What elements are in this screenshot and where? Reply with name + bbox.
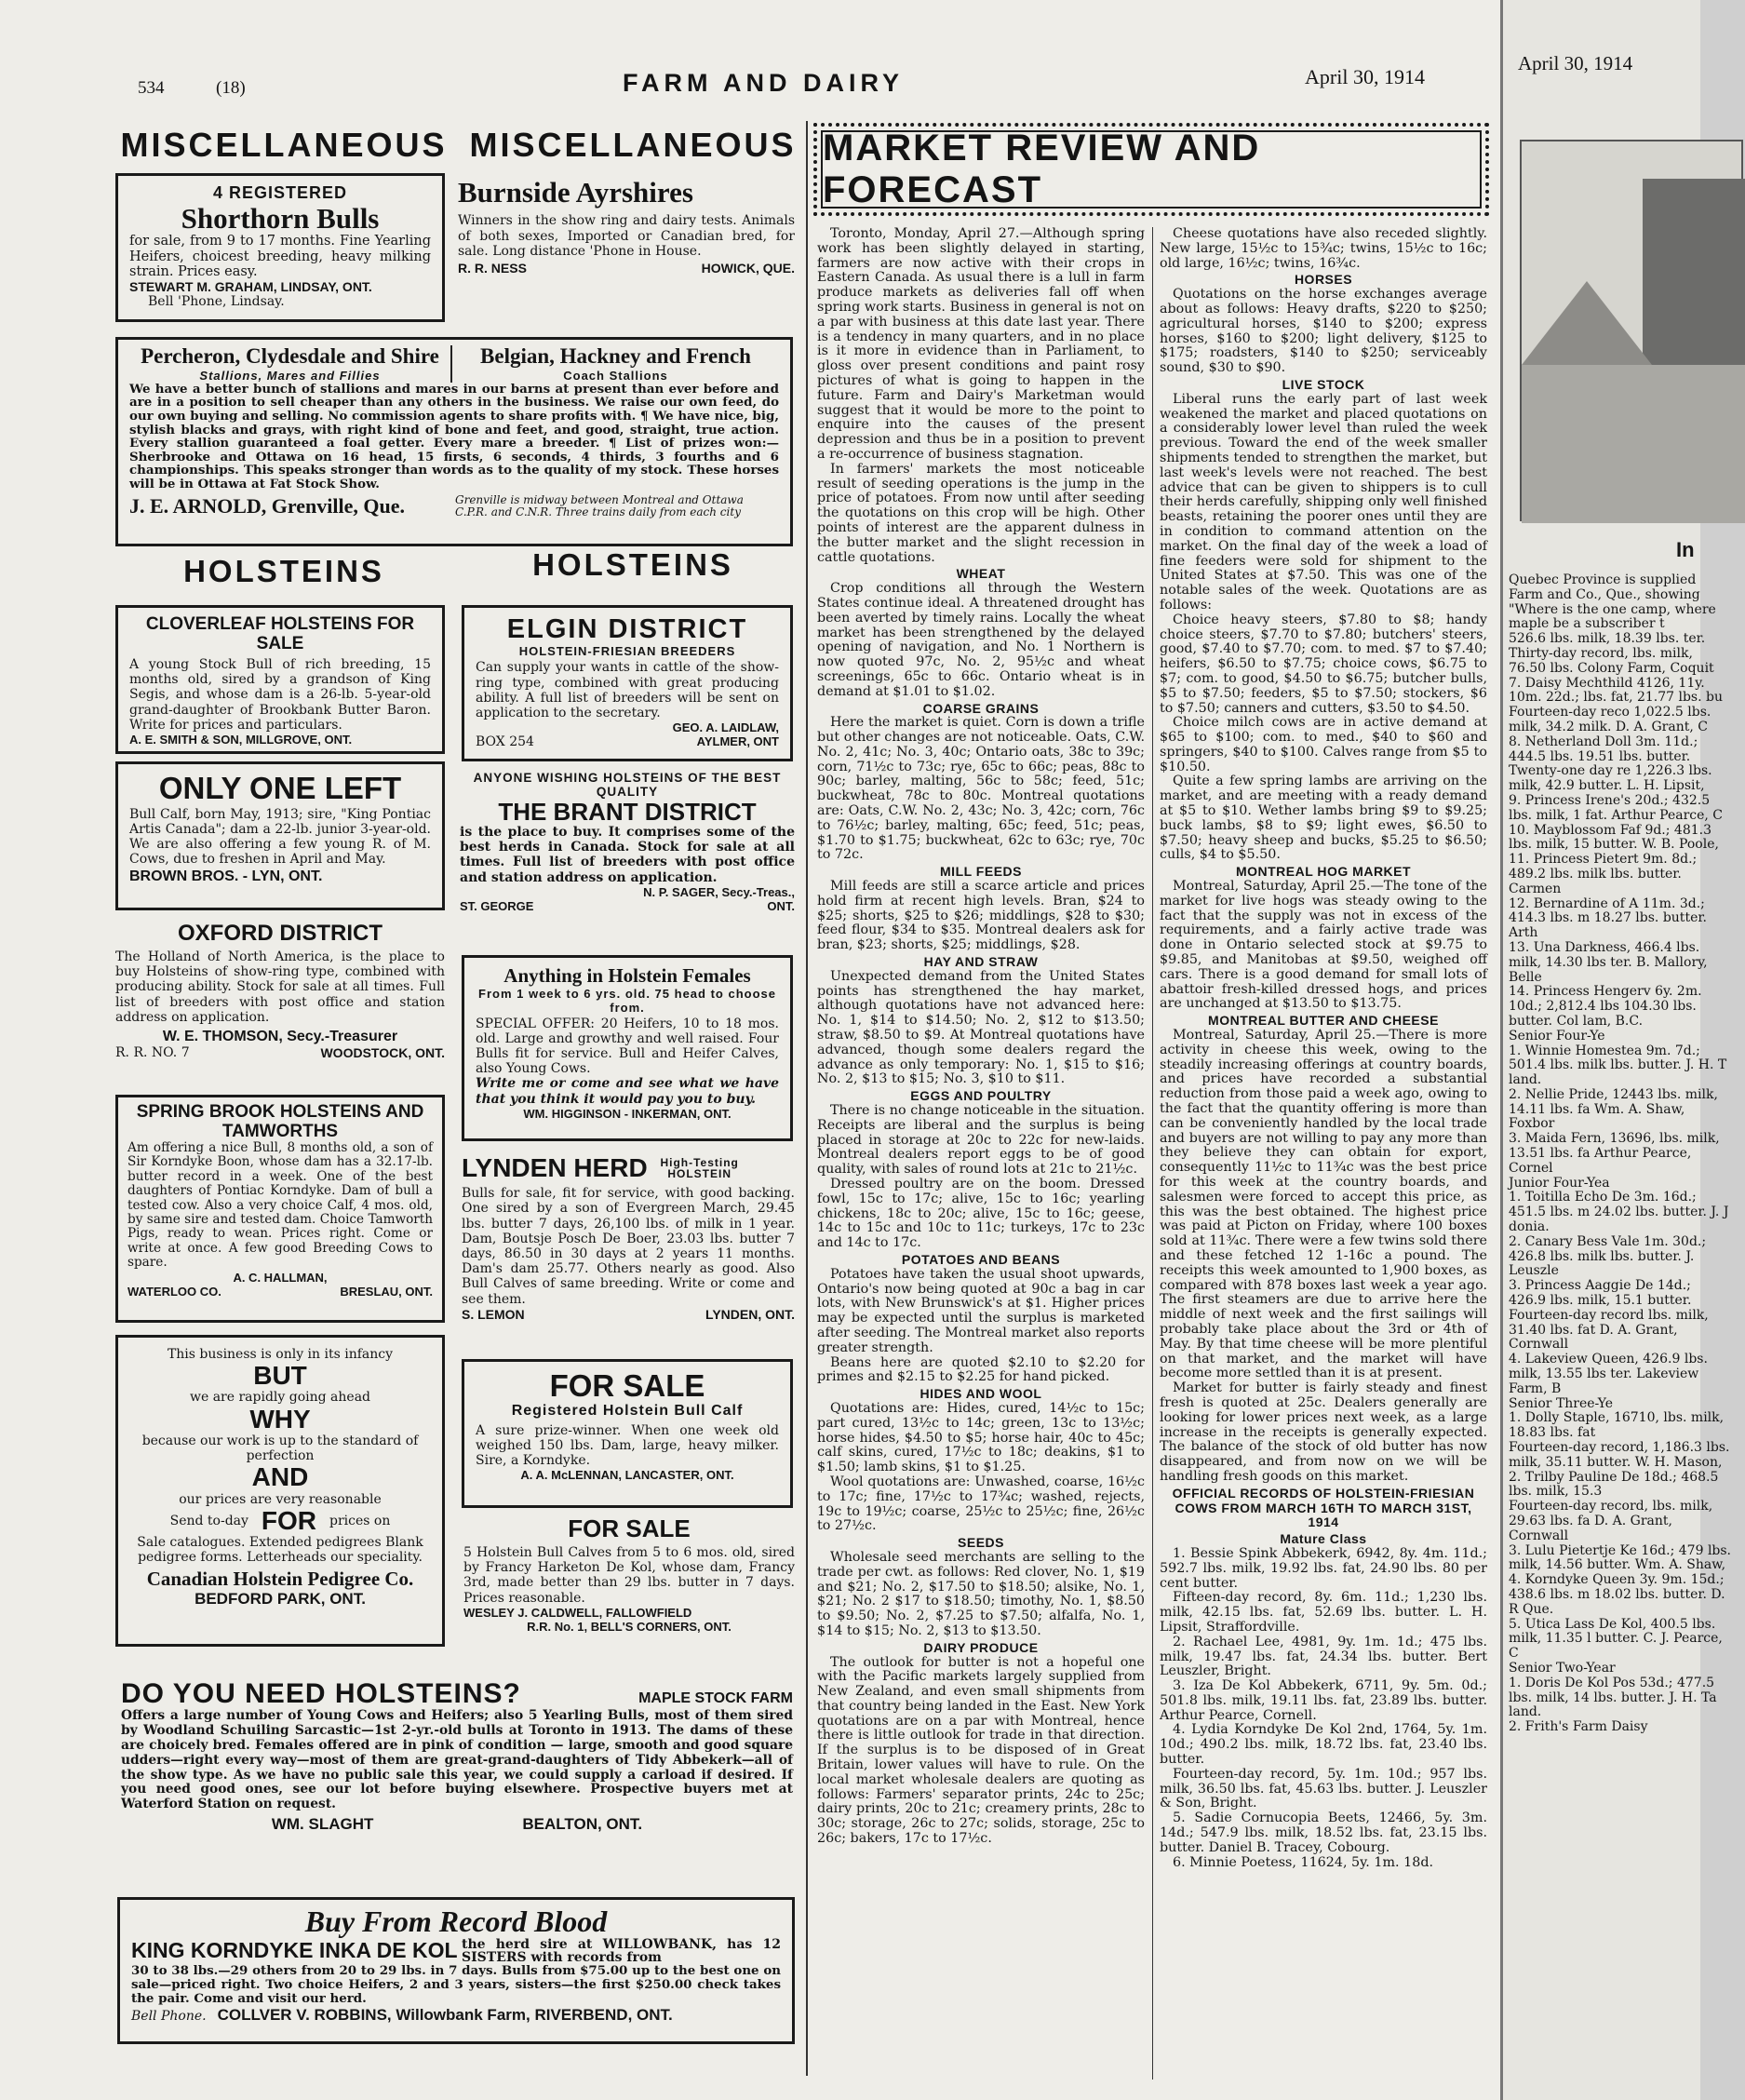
ad-tagline: High-Testing HOLSTEIN xyxy=(660,1156,739,1181)
adjacent-text: Quebec Province is supplied Farm and Co., Que., showing "Where is the one camp, where maple be a subscriber t 526.6 lbs. milk, 18.39 lbs. ter. Thirty-day record, lbs. milk, 76.50 lbs. Colony Farm, Coquit 7. Daisy Mechthild 4126, 11y. 10m. 22d.; lbs. fat, 21.77 lbs. bu Fourteen-day reco 1,022.5 lbs. milk, 34.2 milk. D. A. Grant, C 8. Netherland Doll 3m. 11d.; 444.5 lbs. 19.51 lbs. butter. Twenty-one day re 1,226.3 lbs. milk, 42.9 butter. L. H. Lipsit, 9. Princess Irene's 20d.; 432.5 lbs. milk, 1 fat. Arthur Pearce, C 10. Mayblossom Faf 9d.; 481.3 lbs. milk, 15 butter. W. B. Poole, 11. Princess Pietert 9m. 8d.; 489.2 lbs. milk lbs. butter. Carmen 12. Bernardine of A 11m. 3d.; 414.3 lbs. m 18.27 lbs. butter. Arth 13. Una Darkness, 466.4 lbs. milk, 14.30 lbs ter. B. Mallory, Belle 14. Princess Hengerv 6y. 2m. 10d.; 2,812.4 lbs 104.30 lbs. butter. Col lam, B.C. Senior Four-Ye 1. Winnie Homestea 9m. 7d.; 501.4 lbs. milk lbs. butter. J. H. T land. 2. Nellie Pride, 12443 lbs. milk, 14.11 lbs. fa Wm. A. Shaw, Foxbor 3. Maida Fern, 13696, lbs. milk, 13.51 lbs. fa Arthur Pearce, Cornel Junior Four-Yea 1. Toitilla Echo De 3m. 16d.; 451.5 lbs. m 24.02 lbs. butter. J. J donia. 2. Canary Bess Vale 1m. 30d.; 426.8 lbs. milk lbs. butter. J. Leuszle 3. Princess Aaggie De 14d.; 426.9 lbs. milk, 15.1 butter. Fourteen-day record lbs. milk, 31.40 lbs. fat D. A. Grant, Cornwall 4. Lakeview Queen, 426.9 lbs. milk, 13.55 lbs ter. Lakeview Farm, B Senior Three-Ye 1. Dolly Staple, 16710, lbs. milk, 18.83 lbs. fat Fourteen-day record, 1,186.3 lbs. milk, 35.11 butter. W. H. Mason, 2. Trilby Pauline De 18d.; 468.5 lbs. milk, 15.3 Fourteen-day record, lbs. milk, 29.63 lbs. fa D. A. Grant, Cornwall 3. Lulu Pietertje Ke 16d.; 479 lbs. milk, 14.56 butter. Wm. A. Shaw, 4. Korndyke Queen 3y. 9m. 15d.; 438.6 lbs. m 18.02 lbs. butter. D. R Que. 5. Utica Lass De Kol, 400.5 lbs. milk, 11.35 l butter. C. J. Pearce, C Senior Two-Year 1. Doris De Kol Pos 53d.; 477.5 lbs. milk, 14 lbs. butter. J. H. Ta land. 2. Frith's Farm Daisy xyxy=(1509,572,1732,1735)
market-paragraph: Fourteen-day record, 5y. 1m. 10d.; 957 lbs. milk, 36.50 lbs. fat, 45.63 lbs. butter. J. Leuszler & Son, Bright. xyxy=(1160,1766,1487,1811)
market-paragraph: Quite a few spring lambs are arriving on the market, and are meeting with a ready demand at $5 to $10. Wether lambs bring $9 to $9.25; buck lambs, $8 to $9; light ewes, $6.50 to $7.50; heavy sheep and bucks, $5.25 to $6.50; culls, $4 to $5.50. xyxy=(1160,774,1487,863)
section-misc-left: MISCELLANEOUS xyxy=(120,126,448,164)
ad-body: Offers a large number of Young Cows and Heifers; also 5 Yearling Bulls, most of them sired by Woodland Schuiling Sarcastic—1st 2-yr.-old bulls at Toronto in 1913. The dams of these are choicely bred. Females offered are in pink of condition — large, smooth and good square udders—right every way—most of them are great-grand-daughters of Tidy Abbekerk—all of the show type. As we have no public sale this year, we could supply a carload if desired. If you need good ones, see our lot before buying elsewhere. Prospective buyers met at Waterford Station on request. xyxy=(121,1708,793,1812)
ad-holstein-females xyxy=(462,955,793,1141)
market-paragraph: Unexpected demand from the United States points has strengthened the hay market, although quotations have not advanced here: No. 1, $14 to $14.50; No. 2, $12 to $13.50; straw, $8.50 to $9. At Montreal quotations have advanced, though some dealers regard the advance as only temporary: No. 1, $15 to $16; No. 2, $13 to $15; No. 3, $10 to $11. xyxy=(817,968,1145,1087)
ad-title-right: Belgian, Hackney and French xyxy=(480,344,751,368)
ad-prices-on: prices on xyxy=(329,1513,391,1528)
ad-body: for sale, from 9 to 17 months. Fine Yearling Heifers, choicest breeding, heavy milking strain. Prices easy. xyxy=(129,234,431,279)
market-subheading: POTATOES AND BEANS xyxy=(901,1251,1061,1267)
market-column-2 xyxy=(1160,227,1487,2080)
ad-signature: A. C. HALLMAN, xyxy=(233,1270,328,1285)
market-subheading: COARSE GRAINS xyxy=(922,700,1040,716)
market-paragraph: Toronto, Monday, April 27.—Although spring work has been slightly delayed in starting, farmers are now active with their crops in Eastern Canada. As usual there is a lull in farm produce markets as deliveries fall off when spring work starts. Business in general is not on a par with business at this date last year. There is a tendency in many quarters, and in no place is it more in evidence than in Parliament, to gloss over present conditions and paint rosy pictures of what is going to happen in the future. Farm and Dairy's Marketman would suggest that it would be more to the point to enquire into the causes of the present depression and thus be in a position to prevent a re-occurrence of business stagnation. xyxy=(817,226,1145,462)
market-paragraph: 1. Bessie Spink Abbekerk, 6942, 8y. 4m. 11d.; 592.7 lbs. milk, 19.92 lbs. fat, 24.90 lbs. 80 per cent butter. xyxy=(1160,1545,1487,1591)
ad-word-but: BUT xyxy=(253,1361,307,1391)
ad-footer-right: WOODSTOCK, ONT. xyxy=(320,1044,445,1060)
ad-signature-name: WM. SLAGHT xyxy=(271,1814,374,1833)
ad-body: A young Stock Bull of rich breeding, 15 months old, sired by a grandson of King Segis, and whose dam is a 26-lb. 5-year-old grand-daughter of Brookbank Butter Baron. Write for prices and particulars. xyxy=(129,657,431,733)
market-subheading: MONTREAL HOG MARKET xyxy=(1235,864,1412,880)
market-paragraph: Potatoes have taken the usual shoot upwards, Ontario's now being quoted at 90c a bag in car lots, with New Brunswick's at $1. Higher prices may be expected until the surplus is marketed after seeding. The Montreal market also reports greater strength. xyxy=(817,1266,1145,1355)
ad-line-5: Sale catalogues. Extended pedigrees Blank pedigree forms. Letterheads our speciality. xyxy=(137,1534,423,1566)
ad-body: SPECIAL OFFER: 20 Heifers, 10 to 18 mos. old. Large and growthy and well raised. Four Bulls fit for service. Bull and Heifer Calves, also Young Cows. xyxy=(476,1016,779,1077)
ad-for-sale-bull-calf xyxy=(462,1359,793,1508)
market-paragraph: Montreal, Saturday, April 25.—There is more activity in cheese this week, owing to the steadily increasing offerings at country boards, and prices have recorded a substantial reduction from those paid a week ago, owing to the fact that the quantity offering is more than can be conveniently handled by the local trade and buyers are not willing to pay any more than they believe they can obtain for export, consequently 11½c to 11¾c was the best price for this week at the country boards, and salesmen were forced to accept this price, as this was the best obtained. The highest price was paid at Picton on Friday, where 100 boxes sold at 11¾c. There were a few twins sold there and these fetched 12 1-16c a pound. The receipts this week amounted to 1,900 boxes, as compared with 878 boxes last week a year ago. The first steamers are due to arrive here the middle of next week and the first sailings will probably take place about the 3rd or 4th of May. By that time cheese will be more plentiful on that market, and the market will have become more settled than it is at present. xyxy=(1160,1028,1487,1381)
ad-body: Can supply your wants in cattle of the show-ring type, combined with great producing ability. A full list of breeders will be sent on application to the secretary. xyxy=(476,660,779,720)
market-paragraph: Choice milch cows are in active demand at $65 to $100; com. to med., $40 to $60 and springers, $40 to $100. Calves range from $5 to $10.50. xyxy=(1160,715,1487,774)
ad-shorthorn-bulls xyxy=(115,173,445,322)
market-paragraph: 6. Minnie Poetess, 11624, 5y. 1m. 18d. xyxy=(1173,1854,1434,1870)
ad-subtitle: HOLSTEIN-FRIESIAN BREEDERS xyxy=(518,644,736,659)
section-misc-right: MISCELLANEOUS xyxy=(469,126,797,164)
ad-burnside-ayrshires xyxy=(458,177,795,316)
ad-title: Buy From Record Blood xyxy=(304,1905,608,1938)
ad-elgin-district xyxy=(462,605,793,761)
ad-line-4: our prices are very reasonable xyxy=(179,1491,382,1507)
ad-footer-left: BOX 254 xyxy=(476,734,534,750)
ad-bull-name: KING KORNDYKE INKA DE KOL xyxy=(131,1938,458,1963)
ad-record-blood xyxy=(117,1897,795,2044)
market-paragraph: Liberal runs the early part of last week weakened the market and placed quotations on a considerably lower level than ruled the week previous. Toward the end of the week smaller shipments tended to strengthen the market, but last week's levels were not reached. The best advice that can be given to shippers is to cull their herds carefully, shipping only well finished beasts, retaining the poorer ones until they are in condition to command attention on the market. On the final day of the week a load of fine feeders were sold for shipment to the United States at $7.50. This was one of the notable sales of the week. Quotations are as follows: xyxy=(1160,391,1487,612)
ad-subtitle: Registered Holstein Bull Calf xyxy=(511,1402,744,1419)
ad-signature: WESLEY J. CALDWELL, FALLOWFIELD xyxy=(463,1605,692,1620)
ad-title: FOR SALE xyxy=(549,1368,705,1403)
ad-signature: N. P. SAGER, Secy.-Treas., xyxy=(643,884,795,899)
ad-only-one-left xyxy=(115,761,445,910)
market-paragraph: In farmers' markets the most noticeable result of seeding operations is the jump in the price of potatoes. From now until after seeding the quotations on this crop will be high. Other points of interest are the apparent dulness in the butter market and the slight recession in cattle quotations. xyxy=(817,461,1145,565)
ad-kicker: 4 REGISTERED xyxy=(212,183,348,202)
market-subheading: HAY AND STRAW xyxy=(923,954,1039,970)
ad-subtitle-right: Coach Stallions xyxy=(563,368,668,383)
ad-canadian-holstein-pedigree xyxy=(115,1335,445,1647)
ad-side-note: the herd sire at WILLOWBANK, has 12 SISTERS with records from xyxy=(462,1936,781,1965)
ad-line-2: we are rapidly going ahead xyxy=(189,1390,371,1406)
ad-maple-stock-farm xyxy=(121,1679,793,1858)
ad-send-today: Send to-day xyxy=(169,1513,248,1528)
market-paragraph: Dressed poultry are on the boom. Dressed fowl, 15c to 17c; alive, 15c to 16c; yearling chickens, 18c to 20c; alive, 15c to 16c; geese, 14c to 15c and 10c to 11c; turkeys, 17c to 23c and 14c to 17c. xyxy=(817,1177,1145,1251)
market-subheading: HORSES xyxy=(1294,272,1353,288)
ad-title-left: Percheron, Clydesdale and Shire xyxy=(141,344,439,368)
ad-footer-right: BRESLAU, ONT. xyxy=(340,1284,433,1299)
ad-subtitle: From 1 week to 6 yrs. old. 75 head to choose from. xyxy=(478,986,776,1015)
ad-signature: A. A. McLENNAN, LANCASTER, ONT. xyxy=(520,1468,734,1483)
market-paragraph: Wholesale seed merchants are selling to the trade per cwt. as follows: Red clover, No. 1, $19 and $21; No. 2, $17.50 to $18.50; alsike, No. 1, $21; No. 2 $17 to $18.50; timothy, No. 1, $8.50 to $9.50; No. 2, $7.25 to $7.50; alfalfa, No. 1, $14 to $15; No. 2, $13 to $13.50. xyxy=(817,1549,1145,1638)
ad-footer: R.R. No. 1, BELL'S CORNERS, ONT. xyxy=(527,1619,732,1634)
ad-lynden-herd xyxy=(462,1154,795,1340)
ad-signature: Canadian Holstein Pedigree Co. xyxy=(146,1568,414,1591)
ad-brant-district xyxy=(460,771,795,924)
ad-signature: STEWART M. GRAHAM, LINDSAY, ONT. xyxy=(129,279,372,295)
ad-body: Winners in the show ring and dairy tests. Animals of both sexes, Imported or Canadian bred, for sale. Long distance 'Phone in House. xyxy=(458,213,795,259)
market-paragraph: The outlook for butter is not a hopeful one with the Pacific markets largely supplied from New Zealand, and even small shipments from that country being landed in the East. New York quotations are on a par with Montreal, hence there is little outlook for trade in that direction. If the surplus is to be disposed of in Great Britain, lower values will have to rule. On the local market wholesale dealers are quoting as follows: Farmers' separator prints, 24c to 25c; dairy prints, 20c to 21c; creamery prints, 28c to 30c; storage, 26c to 27c; solids, storage, 25c to 26c; bakers, 17c to 17½c. xyxy=(817,1654,1145,1847)
ad-title: DO YOU NEED HOLSTEINS? xyxy=(121,1678,521,1709)
ad-line-3: because our work is up to the standard of perfection xyxy=(141,1433,419,1464)
ad-farm-name: MAPLE STOCK FARM xyxy=(638,1690,793,1706)
market-subheading: Mature Class xyxy=(1280,1531,1367,1547)
ad-body: We have a better bunch of stallions and mares in our barns at present than ever before and are in a position to sell cheaper than any others in the business. We raise our own feed, do our own buying and selling. No commission agents to share profits with. ¶ We have nice, big, stylish blacks and grays, with right kind of bone and feet, and good, straight, true action. Every stallion guaranteed a foal getter. Every mare a breeder. ¶ List of prizes won:—Sherbrooke and Ottawa on 16 head, 15 firsts, 6 seconds, 4 thirds, 3 fourths and 6 championships. This speaks stronger than words as to the quality of my stock. These horses will be in Ottawa at Fat Stock Show. xyxy=(129,381,779,491)
ad-body: 30 to 38 lbs.—29 others from 20 to 29 lbs. in 7 days. Bulls from $75.00 up to the best one on sale—priced right. Two choice Heifers, 2 and 3 years, sisters—the first $250.00 check takes the pair. Come and visit our herd. xyxy=(131,1962,781,2006)
market-paragraph: Wool quotations are: Unwashed, coarse, 16½c to 17c; fine, 17½c to 17¾c; washed, rejects, 19c to 19½c; coarse, 25½c to 25½c; fine, 26½c to 27½c. xyxy=(817,1474,1145,1534)
ad-line-1: This business is only in its infancy xyxy=(167,1347,394,1362)
adjacent-photo xyxy=(1520,140,1743,521)
ad-body: Bull Calf, born May, 1913; sire, "King Pontiac Artis Canada"; dam a 22-lb. junior 3-year-old. We are also offering a few young R. of M. Cows, due to freshen in April and May. xyxy=(129,806,431,868)
market-subheading: MONTREAL BUTTER AND CHEESE xyxy=(1208,1013,1439,1029)
ad-footer: Bell 'Phone, Lindsay. xyxy=(148,294,285,310)
ad-body: Bulls for sale, fit for service, with good backing. One sired by a son of Evergreen March, 29.45 lbs. butter 7 days, 26,100 lbs. of milk in 1 year. Dam, Boutsje Posch De Boer, 23.03 lbs. butter 7 days, 86.50 in 30 days at 2 years 11 months. Dam's dam 25.77. Others nearly as good. Also Bull Calves of same breeding. Write or come and see them. xyxy=(462,1186,795,1307)
market-paragraph: Quotations on the horse exchanges average about as follows: Heavy drafts, $220 to $250; agricultural horses, $140 to $200; express horses, $160 to $200; light delivery, $125 to $175; roadsters, $140 to $250; serviceably sound, $30 to $90. xyxy=(1160,287,1487,376)
market-paragraph: There is no change noticeable in the situation. Receipts are liberal and the surplus is being placed in storage at 20c to 22c for new-laids. Montreal dealers report eggs to be of good quality, with sales of round lots at 21c to 21½c. xyxy=(817,1103,1145,1178)
ad-signature: BROWN BROS. - LYN, ONT. xyxy=(129,868,323,885)
market-paragraph: Beans here are quoted $2.10 to $2.20 for primes and $2.15 to $2.25 for hand picked. xyxy=(817,1354,1145,1385)
market-subheading: OFFICIAL RECORDS OF HOLSTEIN-FRIESIAN COWS FROM MARCH 16TH TO MARCH 31ST, 1914 xyxy=(1172,1485,1475,1530)
ad-for-sale-bull-calves xyxy=(463,1515,795,1655)
ad-body: Am offering a nice Bull, 8 months old, a son of Sir Korndyke Boon, whose dam has a 32.17-lb. butter record in a week. One of the best daughters of Pontiac Korndyke. Dam of bull a tested cow. Also a very choice Calf, 4 mos. old, by same sire and tested dam. Choice Tamworth Pigs, ready to wean. Prices right. Come or write at once. A few good Breeding Cows to spare. xyxy=(128,1140,433,1271)
page-number: 534 xyxy=(138,78,165,98)
section-holsteins-left: HOLSTEINS xyxy=(183,554,384,588)
ad-place: BEDFORD PARK, ONT. xyxy=(195,1590,366,1609)
ad-signature-name: R. R. NESS xyxy=(458,261,527,276)
ad-signature: COLLVER V. ROBBINS, Willowbank Farm, RIVERBEND, ONT. xyxy=(217,2005,673,2024)
column-divider xyxy=(806,121,808,2076)
ad-signature: W. E. THOMSON, Secy.-Treasurer xyxy=(162,1028,398,1044)
market-subheading: LIVE STOCK xyxy=(1282,376,1365,392)
ad-title: ONLY ONE LEFT xyxy=(158,771,402,805)
ad-phone: Bell Phone. xyxy=(131,2008,207,2024)
ad-signature: GEO. A. LAIDLAW, xyxy=(672,720,779,735)
adjacent-page xyxy=(1500,0,1732,2100)
newspaper-title: FARM AND DAIRY xyxy=(623,69,904,97)
ad-body: is the place to buy. It comprises some of the best herds in Canada. Stock for sale at all times. Full list of breeders with post office and station address on application. xyxy=(460,825,795,885)
ad-title: Burnside Ayrshires xyxy=(458,176,693,209)
market-paragraph: Choice heavy steers, $7.80 to $8; handy choice steers, $7.70 to $7.80; butchers' steers, good, $7.40 to $7.70; com. to med. $7 to $7.40; heifers, $6.50 to $7.75; choice cows, $6.75 to $7; com. to good, $4.50 to $6.75; butcher bulls, $5 to $7.50; feeders, $5 to $7.50; stockers, $6 to $7.50; canners and cutters, $3.50 to $4.50. xyxy=(1160,612,1487,716)
ad-footer-left: R. R. NO. 7 xyxy=(115,1044,190,1060)
ad-percheron-stallions xyxy=(115,337,793,546)
ad-body: 5 Holstein Bull Calves from 5 to 6 mos. old, sired by Francy Harketon De Kol, whose dam, Francy 3rd, made better than 29 lbs. butter in 7 days. Prices reasonable. xyxy=(463,1545,795,1606)
ad-title: ELGIN DISTRICT xyxy=(506,614,748,644)
market-paragraph: Fifteen-day record, 8y. 6m. 11d.; 1,230 lbs. milk, 42.15 lbs. fat, 52.69 lbs. butter. L. H. Lipsit, Straffordville. xyxy=(1160,1590,1487,1635)
market-subheading: MILL FEEDS xyxy=(940,864,1022,880)
adjacent-heading: In xyxy=(1676,538,1695,561)
market-paragraph: Mill feeds are still a scarce article and prices hold firm at recent high levels. Bran, $24 to $25; shorts, $25 to $26; middlings, $28 to $30; feed flour, $34 to $35. Montreal dealers ask for bran, $23; shorts, $25; middlings, $28. xyxy=(817,879,1145,953)
market-paragraph: 3. Iza De Kol Abbekerk, 6711, 9y. 5m. 0d.; 501.8 lbs. milk, 19.11 lbs. fat, 23.89 lbs. butter. Arthur Pearce, Cornell. xyxy=(1160,1678,1487,1723)
market-column-1 xyxy=(817,227,1145,2080)
ad-signature: J. E. ARNOLD, Grenville, Que. xyxy=(129,493,405,518)
market-paragraph: 4. Lydia Korndyke De Kol 2nd, 1764, 5y. 1m. 10d.; 490.2 lbs. milk, 18.72 lbs. fat, 23.40 lbs. butter. xyxy=(1160,1722,1487,1768)
market-subheading: DAIRY PRODUCE xyxy=(923,1639,1039,1655)
ad-subtitle-left: Stallions, Mares and Fillies xyxy=(199,368,381,383)
market-paragraph: 2. Rachael Lee, 4981, 9y. 1m. 1d.; 475 lbs. milk, 19.47 lbs. fat, 24.34 lbs. butter. Bert Leuszler, Bright. xyxy=(1160,1634,1487,1679)
ad-signature: WM. HIGGINSON - INKERMAN, ONT. xyxy=(523,1106,732,1121)
ad-signature-place: LYNDEN, ONT. xyxy=(705,1306,795,1322)
ad-title: OXFORD DISTRICT xyxy=(178,921,383,946)
market-subheading: HIDES AND WOOL xyxy=(919,1386,1042,1402)
market-paragraph: Montreal, Saturday, April 25.—The tone of the market for live hogs was steady owing to the fact that the supply was not in excess of the requirements, and a fairly active trade was done in Ontario selected stock at $9.75 to $9.85, and Manitobas at $9.50, weighed off cars. There is a good demand for small lots of abattoir fresh-killed dressed hogs, and prices are unchanged at $13.50 to $13.75. xyxy=(1160,879,1487,1012)
ad-word-why: WHY xyxy=(249,1404,311,1434)
ad-oxford-district xyxy=(115,922,445,1085)
market-banner-frame xyxy=(813,123,1489,216)
ad-title: CLOVERLEAF HOLSTEINS FOR SALE xyxy=(145,614,415,653)
ad-body: The Holland of North America, is the place to buy Holsteins of show-ring type, combined with producing ability. Stock for sale at all times. Full list of breeders with post office and station address on application. xyxy=(115,949,445,1025)
ad-title: FOR SALE xyxy=(568,1514,691,1542)
ad-italic-note: Write me or come and see what we have that you think it would pay you to buy. xyxy=(476,1076,779,1107)
ad-signature-name: S. LEMON xyxy=(462,1306,525,1322)
ad-footer-right: AYLMER, ONT xyxy=(696,734,779,749)
market-subheading: EGGS AND POULTRY xyxy=(910,1088,1052,1104)
ad-title: THE BRANT DISTRICT xyxy=(498,798,757,826)
market-paragraph: Quotations are: Hides, cured, 14½c to 15c; part cured, 13½c to 14c; green, 13c to 13½c; horse hides, $4.50 to $5; horse hair, 40c to 45c; calf skins, cured, 17½c to 18c; deakins, $1 to $1.50; lamb skins, $1 to $1.25. xyxy=(817,1400,1145,1475)
ad-word-for: FOR xyxy=(261,1505,317,1535)
market-paragraph: Cheese quotations have also receded slightly. New large, 15½c to 15¾c; twins, 15½c to 16c; old large, 16½c; twins, 16¾c. xyxy=(1160,226,1487,271)
ad-body: A sure prize-winner. When one week old weighed 150 lbs. Dam, large, heavy milker. Sire, a Korndyke. xyxy=(476,1422,779,1469)
ad-title: Anything in Holstein Females xyxy=(503,964,751,987)
ad-footer-left: WATERLOO CO. xyxy=(128,1284,221,1299)
ad-title: LYNDEN HERD xyxy=(462,1153,648,1182)
issue-date: April 30, 1914 xyxy=(1305,65,1425,88)
column-divider xyxy=(1152,227,1153,2080)
ad-word-and: AND xyxy=(251,1462,309,1492)
ad-kicker: ANYONE WISHING HOLSTEINS OF THE BEST QUALITY xyxy=(473,771,782,799)
ad-location-note: Grenville is midway between Montreal and Ottawa C.P.R. and C.N.R. Three trains daily from each city xyxy=(455,492,744,518)
market-paragraph: Crop conditions all through the Western States continue ideal. A threatened drought has been averted by timely rains. Locally the wheat market has been strengthened by the delayed opening of navigation, and No. 1 Northern is now quoted 97c, No. 2, 95½c and wheat screenings, 65c to 66c. Ontario wheat is in demand at $1.01 to $1.02. xyxy=(817,581,1145,699)
market-paragraph: Market for butter is fairly steady and finest fresh is quoted at 25c. Dealers generally are looking for lower prices next week, as a large increase in the receipts is generally expected. The balance of the stock of old butter has now disappeared, and from now on we will be handling fresh goods on this market. xyxy=(1160,1380,1487,1484)
ad-footer-left: ST. GEORGE xyxy=(460,898,534,913)
ad-signature-place: BEALTON, ONT. xyxy=(522,1814,643,1833)
section-holsteins-right: HOLSTEINS xyxy=(532,547,733,582)
ad-cloverleaf-holsteins xyxy=(115,605,445,754)
ad-signature: A. E. SMITH & SON, MILLGROVE, ONT. xyxy=(129,733,353,747)
ad-title: Shorthorn Bulls xyxy=(181,202,380,235)
ad-footer-right: ONT. xyxy=(767,898,795,913)
market-banner-title: MARKET REVIEW AND FORECAST xyxy=(823,128,1261,210)
ad-title: SPRING BROOK HOLSTEINS AND TAMWORTHS xyxy=(136,1102,424,1141)
market-paragraph: Here the market is quiet. Corn is down a trifle but other changes are not noticeable. Oats, C.W. No. 2, 41c; No. 3, 40c; Ontario oats, 38c to 39c; corn, 71½c to 73c; rye, 65c to 66c; peas, 88c to 90c; barley, malting, 56c to 58c; feed, 51c; buckwheat, 78c to 80c. Montreal quotations are: Oats, C.W. No. 2, 43c; No. 3, 42c; corn, 76c to 76½c; barley, malting, 65c; feed, 51c; peas, $1.70 to $1.75; buckwheat, 62c to 63c; rye, 70c to 72c. xyxy=(817,715,1145,863)
market-paragraph: 5. Sadie Cornucopia Beets, 12466, 5y. 3m. 14d.; 547.9 lbs. milk, 18.52 lbs. fat, 23.15 lbs. butter. Daniel B. Tracey, Cobourg. xyxy=(1160,1811,1487,1855)
ad-spring-brook-holsteins xyxy=(115,1095,445,1323)
market-subheading: SEEDS xyxy=(958,1535,1004,1551)
adjacent-page-date: April 30, 1914 xyxy=(1518,52,1633,74)
market-subheading: WHEAT xyxy=(956,566,1006,582)
folio-number: (18) xyxy=(216,78,246,98)
ad-signature-place: HOWICK, QUE. xyxy=(701,261,795,276)
